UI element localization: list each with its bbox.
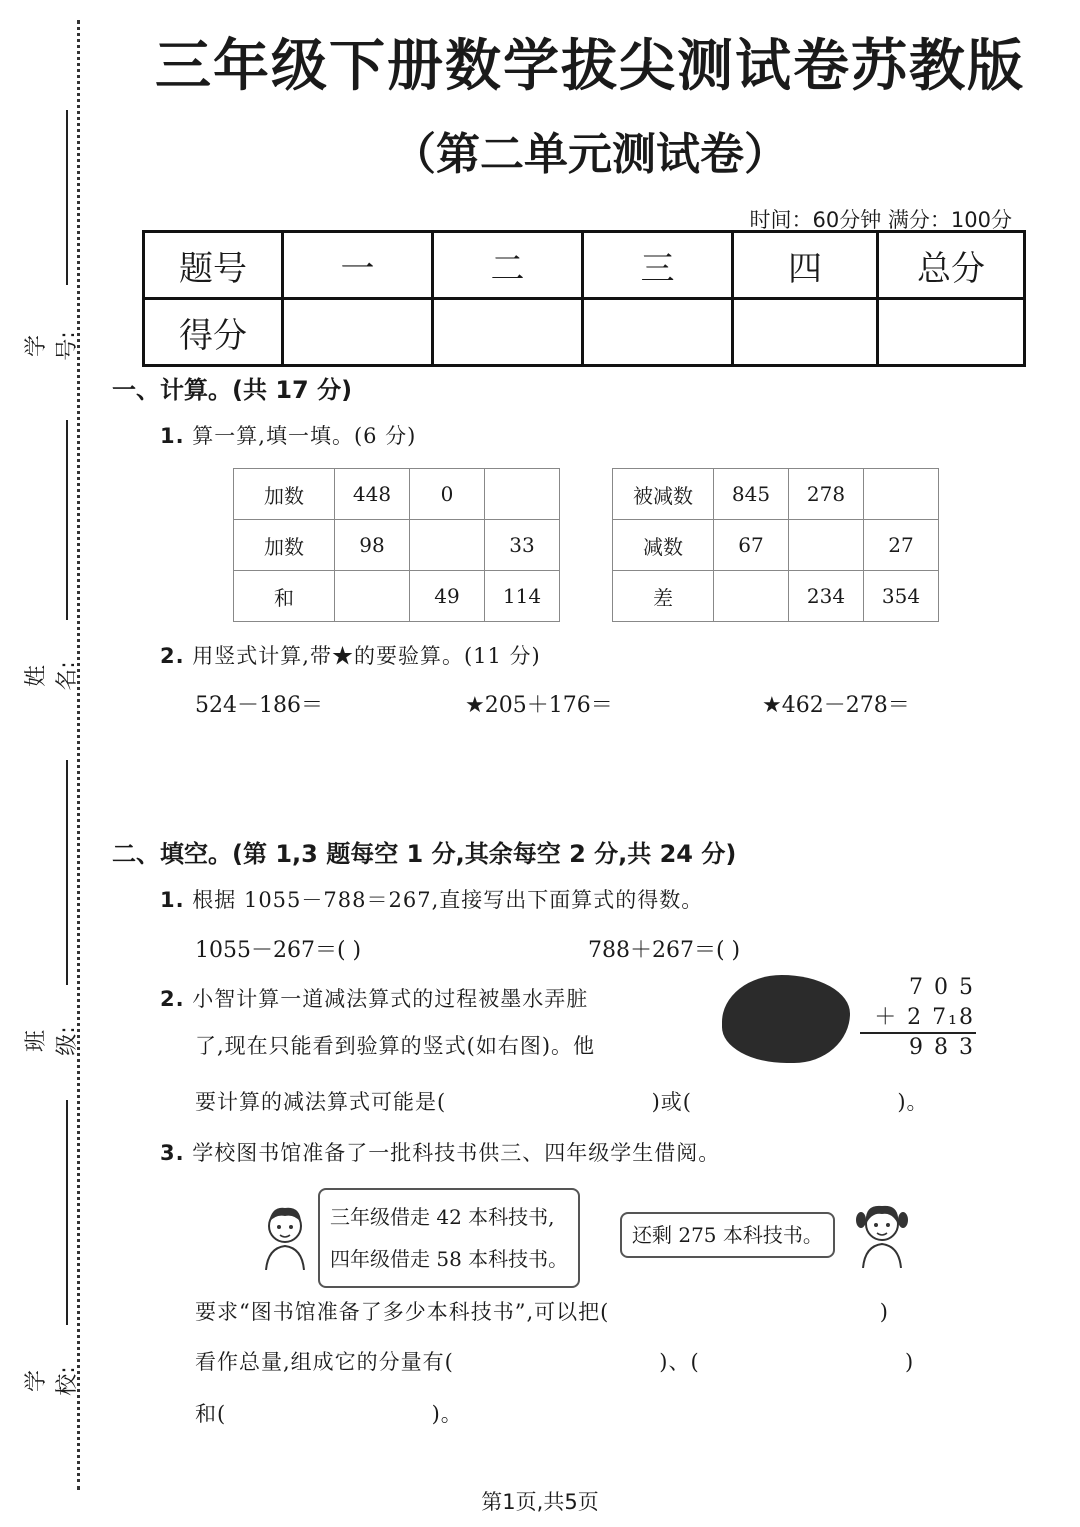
table-cell: 354 <box>864 571 939 622</box>
equation-1: 524－186＝ <box>195 693 323 718</box>
s2-q1-text: 根据 1055－788＝267,直接写出下面算式的得数。 <box>192 888 704 912</box>
s2-q2-text-a: 要计算的减法算式可能是( <box>195 1090 447 1114</box>
score-table <box>142 230 1026 367</box>
section1-heading: 一、计算。(共 17 分) <box>112 376 353 404</box>
table-cell: 98 <box>335 520 410 571</box>
table-cell: 845 <box>714 469 789 520</box>
table-cell: 减数 <box>613 520 714 571</box>
vertical-calculation <box>865 975 975 1060</box>
s1-q1-text: 算一算,填一填。(6 分) <box>192 424 417 448</box>
s2-q2-text-b: )或( <box>651 1090 692 1114</box>
ink-blot <box>722 975 850 1063</box>
student-number-line <box>66 110 68 285</box>
table-row <box>234 520 560 571</box>
speech-bubble-boy <box>318 1188 580 1288</box>
s2-q1-number: 1. <box>160 888 185 912</box>
s2-q2-number: 2. <box>160 987 185 1011</box>
s2-q3-text: 学校图书馆准备了一批科技书供三、四年级学生借阅。 <box>192 1141 721 1165</box>
subtraction-table <box>612 468 939 622</box>
bubble-line: 四年级借走 58 本科技书。 <box>330 1247 569 1271</box>
table-cell[interactable] <box>335 571 410 622</box>
score-header-row <box>144 232 1025 299</box>
school-label: 学校: <box>24 1366 80 1396</box>
s2-q3-text-g: )。 <box>431 1402 463 1426</box>
score-row-label: 得分 <box>144 299 283 366</box>
table-cell: 49 <box>410 571 485 622</box>
table-cell: 被减数 <box>613 469 714 520</box>
s2-q3-line3 <box>195 1398 463 1428</box>
s1-q2 <box>160 640 541 670</box>
vcalc-top: 7 0 5 <box>909 975 975 1000</box>
equation-3: ★462－278＝ <box>762 693 910 718</box>
addition-table <box>233 468 560 622</box>
s1-q1-number: 1. <box>160 424 185 448</box>
table-cell: 加数 <box>234 520 335 571</box>
binding-dotted-line <box>77 20 80 1490</box>
s2-q1-blank-b[interactable]: 788＋267＝( ) <box>588 938 741 963</box>
table-cell: 67 <box>714 520 789 571</box>
page-subtitle: （第二单元测试卷） <box>392 129 788 180</box>
table-cell: 114 <box>485 571 560 622</box>
s2-q2-text-c: )。 <box>897 1090 929 1114</box>
s2-q3 <box>160 1137 720 1167</box>
speech-bubble-girl: 还剩 275 本科技书。 <box>620 1212 835 1258</box>
vcalc-addend: ＋ 2 7₁8 <box>874 1005 975 1030</box>
student-number-field <box>22 110 80 361</box>
table-cell[interactable] <box>864 469 939 520</box>
table-cell[interactable] <box>485 469 560 520</box>
s2-q2-line3 <box>195 1086 985 1116</box>
s2-q3-text-d: )、( <box>659 1350 700 1374</box>
school-line <box>66 1100 68 1325</box>
score-cell[interactable] <box>733 299 878 366</box>
s2-q3-text-c: 看作总量,组成它的分量有( <box>195 1350 454 1374</box>
score-header-cell: 四 <box>733 232 878 299</box>
score-cell[interactable] <box>583 299 733 366</box>
s2-q1 <box>160 884 703 914</box>
table-cell[interactable] <box>410 520 485 571</box>
exam-meta: 时间：60分钟 满分：100分 <box>749 208 1012 232</box>
equation-2: ★205＋176＝ <box>465 693 613 718</box>
s2-q2-line1: 小智计算一道减法算式的过程被墨水弄脏 <box>192 987 589 1011</box>
section2-heading: 二、填空。(第 1,3 题每空 1 分,其余每空 2 分,共 24 分) <box>112 840 737 868</box>
s2-q2 <box>160 983 588 1013</box>
s1-q1 <box>160 420 416 450</box>
table-row <box>234 469 560 520</box>
s2-q3-line2 <box>195 1346 985 1376</box>
school-field <box>22 1100 80 1400</box>
vcalc-result: 9 8 3 <box>909 1035 975 1060</box>
table-row <box>613 520 939 571</box>
student-number-label: 学号: <box>24 331 80 361</box>
s2-q3-text-a: 要求“图书馆准备了多少本科技书”,可以把( <box>195 1300 610 1324</box>
boy-illustration <box>258 1200 312 1270</box>
class-label: 班级: <box>24 1026 80 1056</box>
score-cell[interactable] <box>878 299 1025 366</box>
table-cell: 差 <box>613 571 714 622</box>
name-line <box>66 420 68 620</box>
table-cell: 278 <box>789 469 864 520</box>
score-cell[interactable] <box>433 299 583 366</box>
score-header-cell: 总分 <box>878 232 1025 299</box>
page-title: 三年级下册数学拔尖测试卷苏教版 <box>155 34 1025 99</box>
girl-illustration <box>852 1198 912 1268</box>
table-cell: 和 <box>234 571 335 622</box>
table-cell[interactable] <box>714 571 789 622</box>
table-row <box>613 571 939 622</box>
s2-q3-text-b: ) <box>879 1300 889 1324</box>
table-row <box>234 571 560 622</box>
table-cell: 234 <box>789 571 864 622</box>
s2-q3-text-f: 和( <box>195 1402 227 1426</box>
s1-q2-number: 2. <box>160 644 185 668</box>
class-line <box>66 760 68 985</box>
vcalc-rule <box>860 1032 976 1034</box>
s1-q2-text: 用竖式计算,带★的要验算。(11 分) <box>192 644 541 668</box>
bubble-line: 三年级借走 42 本科技书, <box>330 1205 555 1229</box>
page-footer: 第1页,共5页 <box>481 1490 599 1514</box>
table-cell: 33 <box>485 520 560 571</box>
score-header-cell: 一 <box>283 232 433 299</box>
table-cell: 加数 <box>234 469 335 520</box>
score-header-cell: 三 <box>583 232 733 299</box>
score-header-cell: 二 <box>433 232 583 299</box>
table-cell: 448 <box>335 469 410 520</box>
score-header-cell: 题号 <box>144 232 283 299</box>
name-field <box>22 420 80 710</box>
s2-q1-blank-a[interactable]: 1055－267＝( ) <box>195 938 362 963</box>
table-cell: 0 <box>410 469 485 520</box>
table-cell: 27 <box>864 520 939 571</box>
name-label: 姓名: <box>24 661 80 691</box>
table-cell[interactable] <box>789 520 864 571</box>
s2-q2-line2: 了,现在只能看到验算的竖式(如右图)。他 <box>195 1034 596 1058</box>
s2-q3-text-e: ) <box>905 1350 915 1374</box>
table-row <box>613 469 939 520</box>
s2-q3-number: 3. <box>160 1141 185 1165</box>
score-cell[interactable] <box>283 299 433 366</box>
score-row <box>144 299 1025 366</box>
class-field <box>22 760 80 1060</box>
s2-q3-line1 <box>195 1296 985 1326</box>
